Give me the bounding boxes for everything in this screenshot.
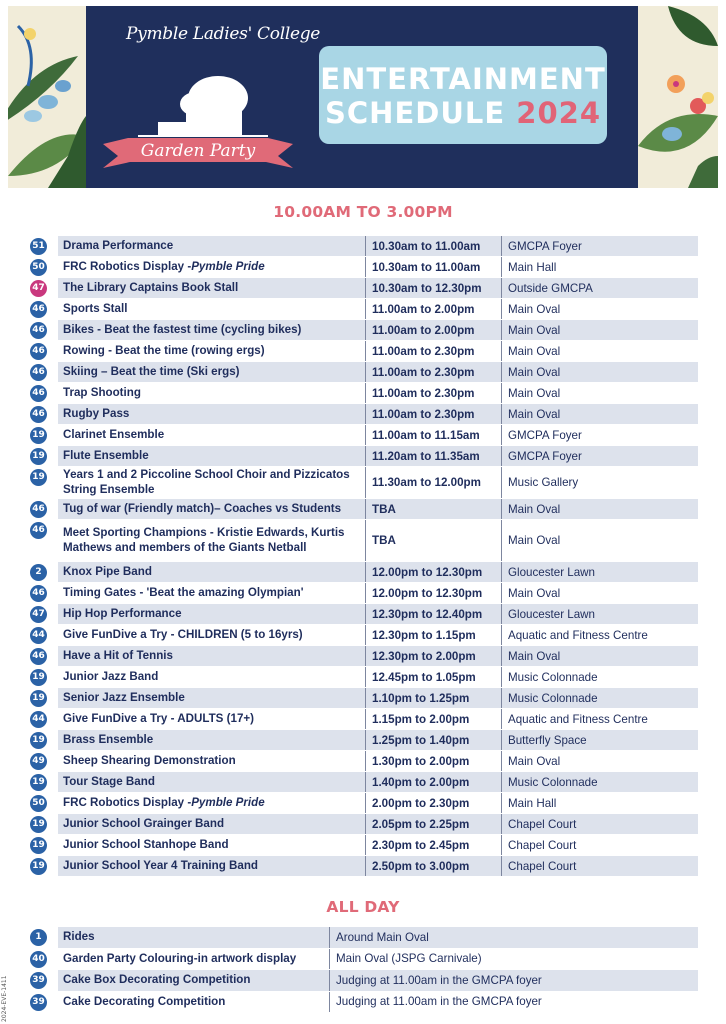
location-cell: Music Colonnade (501, 667, 698, 687)
activity-name: Trap Shooting (63, 385, 141, 399)
location-cell: Outside GMCPA (501, 278, 698, 298)
location-cell: Main Oval (JSPG Carnivale) (329, 949, 698, 970)
location-number-badge: 51 (30, 238, 47, 255)
time-cell: TBA (365, 499, 501, 519)
time-cell: 12.00pm to 12.30pm (365, 562, 501, 582)
time-cell: 2.50pm to 3.00pm (365, 856, 501, 876)
location-cell: Gloucester Lawn (501, 562, 698, 582)
activity-cell: Garden Party Colouring-in artwork display (63, 951, 297, 965)
location-number-badge: 19 (30, 816, 47, 833)
location-cell: Chapel Court (501, 856, 698, 876)
table-row (30, 970, 698, 992)
activity-cell (58, 562, 365, 582)
table-row (30, 362, 698, 383)
activity-name: Give FunDive a Try - CHILDREN (5 to 16yrs) (63, 627, 303, 641)
activity-cell (58, 404, 365, 424)
time-cell: 12.30pm to 12.40pm (365, 604, 501, 624)
table-row (30, 835, 698, 856)
location-number-badge: 44 (30, 627, 47, 644)
location-number-badge: 46 (30, 522, 47, 539)
time-cell: 12.00pm to 12.30pm (365, 583, 501, 603)
location-number-badge: 50 (30, 795, 47, 812)
table-row (30, 236, 698, 257)
location-number-badge: 49 (30, 753, 47, 770)
activity-name: Have a Hit of Tennis (63, 648, 173, 662)
activity-name: Rowing - Beat the time (rowing ergs) (63, 343, 265, 357)
activity-name: Rugby Pass (63, 406, 130, 420)
location-number-badge: 19 (30, 427, 47, 444)
time-cell: 11.00am to 2.00pm (365, 320, 501, 340)
location-number-badge: 39 (30, 994, 47, 1011)
title-year: 2024 (516, 96, 601, 130)
activity-name: Senior Jazz Ensemble (63, 690, 185, 704)
location-cell: Chapel Court (501, 835, 698, 855)
location-number-badge: 46 (30, 301, 47, 318)
table-row (30, 383, 698, 404)
location-cell: Main Oval (501, 299, 698, 319)
location-cell: Main Oval (501, 646, 698, 666)
activity-name: Clarinet Ensemble (63, 427, 165, 441)
table-row (30, 278, 698, 299)
activity-name: Junior School Year 4 Training Band (63, 858, 258, 872)
activity-name: Years 1 and 2 Piccoline School Choir and Pizzicatos String Ensemble (63, 468, 350, 496)
activity-name: Bikes - Beat the fastest time (cycling bikes) (63, 322, 302, 336)
location-number-badge: 1 (30, 929, 47, 946)
activity-cell (58, 341, 365, 361)
location-number-badge: 47 (30, 606, 47, 623)
location-cell: Main Oval (501, 383, 698, 403)
location-cell: Main Oval (501, 404, 698, 424)
activity-cell (58, 709, 365, 729)
location-cell: Chapel Court (501, 814, 698, 834)
activity-cell (58, 856, 365, 876)
table-row (30, 467, 698, 499)
table-row (30, 520, 698, 562)
activity-cell (58, 383, 365, 403)
activity-cell (58, 583, 365, 603)
leaf-flower-icon (8, 6, 86, 188)
time-cell: 1.30pm to 2.00pm (365, 751, 501, 771)
activity-name: Skiing – Beat the time (Ski ergs) (63, 364, 240, 378)
location-cell: Main Oval (501, 341, 698, 361)
table-row (30, 772, 698, 793)
activity-name: Hip Hop Performance (63, 606, 182, 620)
all-day-heading: ALL DAY (326, 898, 400, 916)
activity-name: Drama Performance (63, 238, 174, 252)
activity-cell: Rides (58, 927, 329, 948)
college-name: Pymble Ladies' College (126, 24, 321, 44)
location-cell: Aquatic and Fitness Centre (501, 625, 698, 645)
activity-name: Sports Stall (63, 301, 128, 315)
table-row (30, 814, 698, 835)
time-cell: 12.30pm to 1.15pm (365, 625, 501, 645)
time-cell: 11.00am to 11.15am (365, 425, 501, 445)
time-cell: 11.00am to 2.30pm (365, 341, 501, 361)
activity-name: Timing Gates - 'Beat the amazing Olympian' (63, 585, 304, 599)
activity-cell (58, 425, 365, 445)
time-cell: 12.45pm to 1.05pm (365, 667, 501, 687)
table-row (30, 604, 698, 625)
activity-name: The Library Captains Book Stall (63, 280, 239, 294)
location-cell: Judging at 11.00am in the GMCPA foyer (329, 992, 698, 1013)
location-cell: Main Hall (501, 257, 698, 277)
location-number-badge: 46 (30, 648, 47, 665)
activity-cell (58, 835, 365, 855)
location-cell: Music Colonnade (501, 772, 698, 792)
location-number-badge: 19 (30, 732, 47, 749)
activity-name-emphasis: Pymble Pride (191, 259, 265, 273)
leaf-flower-icon (638, 6, 718, 188)
all-day-table (30, 927, 698, 1013)
activity-name: Give FunDive a Try - ADULTS (17+) (63, 711, 255, 725)
location-number-badge: 19 (30, 469, 47, 486)
garden-party-logo-icon (98, 58, 298, 184)
table-row (30, 446, 698, 467)
time-cell: 11.00am to 2.00pm (365, 299, 501, 319)
location-number-badge: 19 (30, 690, 47, 707)
activity-cell (58, 446, 365, 466)
location-cell: Around Main Oval (329, 927, 698, 948)
location-cell: GMCPA Foyer (501, 236, 698, 256)
location-number-badge: 46 (30, 585, 47, 602)
table-row (30, 751, 698, 772)
time-cell: TBA (365, 520, 501, 561)
location-number-badge: 2 (30, 564, 47, 581)
title-banner (86, 6, 638, 188)
title-line1: ENTERTAINMENT (320, 62, 606, 96)
table-row (30, 625, 698, 646)
location-cell: Butterfly Space (501, 730, 698, 750)
location-number-badge: 50 (30, 259, 47, 276)
activity-name: Sheep Shearing Demonstration (63, 753, 236, 767)
location-cell: Main Oval (501, 751, 698, 771)
activity-cell: Cake Decorating Competition (63, 994, 226, 1008)
activity-name: FRC Robotics Display - (63, 259, 192, 273)
table-row (30, 299, 698, 320)
activity-cell (58, 299, 365, 319)
table-row (30, 583, 698, 604)
time-cell: 1.10pm to 1.25pm (365, 688, 501, 708)
time-cell: 1.40pm to 2.00pm (365, 772, 501, 792)
location-cell: Main Oval (501, 499, 698, 519)
location-cell: GMCPA Foyer (501, 425, 698, 445)
table-row (30, 499, 698, 520)
activity-name: Brass Ensemble (63, 732, 154, 746)
time-cell: 1.25pm to 1.40pm (365, 730, 501, 750)
table-row (30, 562, 698, 583)
table-row (30, 341, 698, 362)
time-cell: 12.30pm to 2.00pm (365, 646, 501, 666)
location-cell: GMCPA Foyer (501, 446, 698, 466)
time-cell: 2.05pm to 2.25pm (365, 814, 501, 834)
location-cell: Main Oval (501, 362, 698, 382)
location-cell: Main Oval (501, 583, 698, 603)
table-row (30, 992, 698, 1014)
activity-cell (58, 604, 365, 624)
activity-name: Tug of war (Friendly match)– Coaches vs Students (63, 501, 342, 515)
garden-party-ribbon-text: Garden Party (140, 141, 256, 161)
location-cell: Main Hall (501, 793, 698, 813)
table-row (30, 927, 698, 949)
activity-cell (58, 257, 365, 277)
activity-cell (58, 278, 365, 298)
title-box (319, 46, 607, 144)
activity-cell (58, 520, 365, 561)
table-row (30, 667, 698, 688)
location-number-badge: 46 (30, 364, 47, 381)
location-number-badge: 46 (30, 322, 47, 339)
activity-cell (58, 667, 365, 687)
time-cell: 2.30pm to 2.45pm (365, 835, 501, 855)
activity-name: Flute Ensemble (63, 448, 149, 462)
table-row (30, 257, 698, 278)
table-row (30, 646, 698, 667)
activity-cell (58, 236, 365, 256)
location-number-badge: 46 (30, 343, 47, 360)
activity-cell (58, 362, 365, 382)
activity-cell (58, 730, 365, 750)
activity-cell (58, 751, 365, 771)
schedule-table (30, 236, 698, 877)
table-row (30, 688, 698, 709)
activity-cell (58, 320, 365, 340)
activity-name: FRC Robotics Display - (63, 795, 192, 809)
time-cell: 11.20am to 11.35am (365, 446, 501, 466)
table-row (30, 949, 698, 971)
location-number-badge: 40 (30, 951, 47, 968)
footer-code: 2024-EVE-1411 (1, 975, 8, 1022)
activity-name: Junior School Stanhope Band (63, 837, 229, 851)
location-number-badge: 19 (30, 448, 47, 465)
activity-cell (58, 772, 365, 792)
activity-cell (58, 499, 365, 519)
location-number-badge: 19 (30, 837, 47, 854)
time-cell: 11.00am to 2.30pm (365, 362, 501, 382)
location-number-badge: 19 (30, 774, 47, 791)
floral-decoration-right (638, 6, 718, 188)
location-cell: Main Oval (501, 520, 698, 561)
location-number-badge: 19 (30, 669, 47, 686)
activity-name: Meet Sporting Champions - Kristie Edwards, Kurtis Mathews and members of the Giants Netball (63, 526, 345, 554)
location-cell: Main Oval (501, 320, 698, 340)
time-cell: 2.00pm to 2.30pm (365, 793, 501, 813)
time-cell: 11.30am to 12.00pm (365, 467, 501, 498)
activity-cell (58, 625, 365, 645)
activity-name: Junior Jazz Band (63, 669, 159, 683)
floral-decoration-left (8, 6, 86, 188)
location-number-badge: 46 (30, 385, 47, 402)
location-number-badge: 44 (30, 711, 47, 728)
activity-cell (58, 646, 365, 666)
activity-cell (58, 793, 365, 813)
time-cell: 11.00am to 2.30pm (365, 383, 501, 403)
time-cell: 11.00am to 2.30pm (365, 404, 501, 424)
activity-cell (58, 688, 365, 708)
time-cell: 10.30am to 12.30pm (365, 278, 501, 298)
table-row (30, 425, 698, 446)
location-number-badge: 46 (30, 501, 47, 518)
table-row (30, 320, 698, 341)
activity-cell: Cake Box Decorating Competition (58, 970, 329, 991)
table-row (30, 730, 698, 751)
location-cell: Judging at 11.00am in the GMCPA foyer (329, 970, 698, 991)
activity-cell (58, 467, 365, 498)
location-number-badge: 39 (30, 972, 47, 989)
location-number-badge: 19 (30, 858, 47, 875)
location-number-badge: 46 (30, 406, 47, 423)
table-row (30, 709, 698, 730)
table-row (30, 856, 698, 877)
location-cell: Music Colonnade (501, 688, 698, 708)
table-row (30, 404, 698, 425)
location-cell: Gloucester Lawn (501, 604, 698, 624)
location-cell: Aquatic and Fitness Centre (501, 709, 698, 729)
location-cell: Music Gallery (501, 467, 698, 498)
activity-cell (58, 814, 365, 834)
activity-name: Junior School Grainger Band (63, 816, 225, 830)
title-line2: SCHEDULE (325, 96, 506, 130)
location-number-badge: 47 (30, 280, 47, 297)
header (8, 6, 718, 188)
time-cell: 10.30am to 11.00am (365, 257, 501, 277)
activity-name: Tour Stage Band (63, 774, 155, 788)
time-cell: 1.15pm to 2.00pm (365, 709, 501, 729)
activity-name: Knox Pipe Band (63, 564, 152, 578)
time-range-heading: 10.00AM TO 3.00PM (273, 203, 453, 221)
time-cell: 10.30am to 11.00am (365, 236, 501, 256)
activity-name-emphasis: Pymble Pride (191, 795, 265, 809)
table-row (30, 793, 698, 814)
